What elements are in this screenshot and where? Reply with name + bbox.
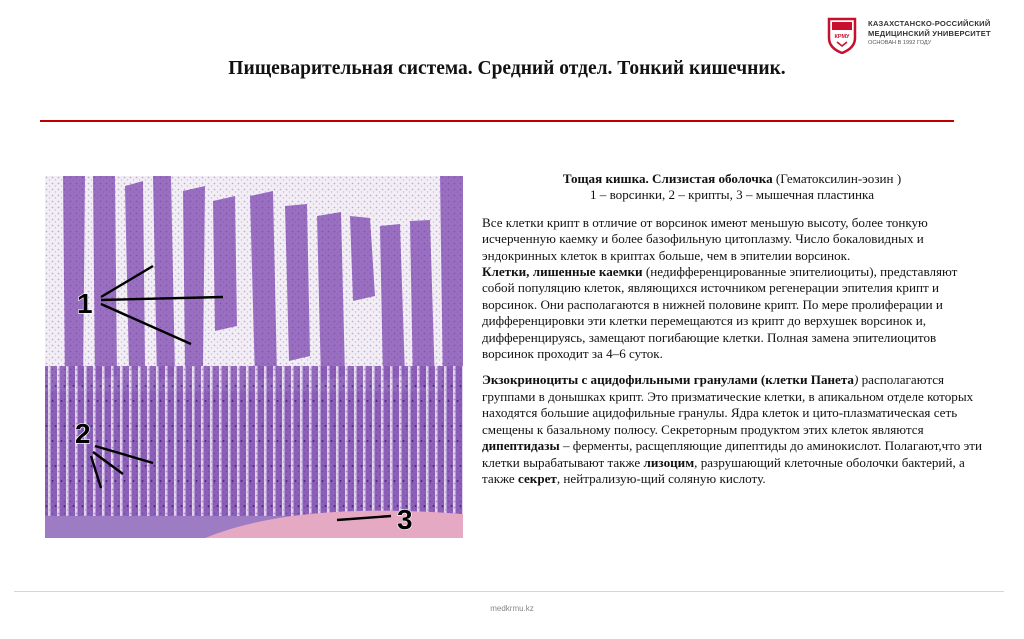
caption-line-1: [482, 171, 982, 187]
paragraph1-bold: Клетки, лишенные каемки: [482, 264, 643, 280]
university-logo: [826, 16, 1006, 56]
paragraph2-text4: , нейтрализую-щий соляную кислоту.: [556, 470, 766, 486]
logo-founded: ОСНОВАН В 1992 ГОДУ: [868, 40, 932, 46]
paragraph2-italic1: ): [853, 372, 859, 388]
paragraph-paneth-cells: [482, 372, 982, 487]
title-divider: [40, 120, 954, 122]
shield-label: КРМУ: [834, 34, 850, 40]
shield-logo-icon: [826, 16, 858, 54]
figure-label-3: 3: [397, 504, 413, 535]
description-column: [482, 171, 982, 487]
figure-label-2: 2: [75, 418, 91, 449]
paragraph2-bold2: дипептидазы: [482, 438, 560, 454]
caption-line-2: 1 – ворсинки, 2 – крипты, 3 – мышечная пластинка: [589, 187, 875, 203]
paragraph2-text1: располагаются группами в донышках крипт. Это призматические клетки, в апикальном отделе которых находятся большие ацидофильные гранулы. Ядра клеток и цито-плазматическая сеть смещены к базальному полюсу. Секреторным продуктом этих клеток являются: [482, 372, 974, 437]
caption-bold: Тощая кишка. Слизистая оболочка: [562, 171, 773, 186]
paragraph2-text2: – ферменты, расщепляющие дипептиды до аминокислот. Полагают,что эти клетки вырабатывают также: [482, 438, 982, 470]
paragraph1-intro: Все клетки крипт в отличие от ворсинок имеют меньшую высоту, более тонкую исчерченную каемку и более базофильную цитоплазму. Число бокаловидных и эндокринных клеток в криптах больше, чем в эпителии ворсинок.: [482, 214, 928, 263]
histology-micrograph: [45, 176, 463, 538]
paragraph1-rest: (недифференцированные эпителиоциты), представляют собой популяцию клеток, являющихся источником регенерации эпителия крипт и ворсинок. Они располагаются в нижней половине крипт. По мере пролиферации и дифференцировки эти клетки перемещаются из крипт до верхушек ворсинок и, дифференцируясь, замещают погибающие клетки. Полная замена эпителиоцитов ворсинок проходит за 4–6 суток.: [482, 264, 958, 362]
paragraph2-bold3: лизоцим: [643, 454, 695, 470]
footer-divider: [14, 591, 1004, 592]
footer-site: medkrmu.kz: [490, 604, 534, 613]
logo-text: [868, 19, 991, 48]
slide-title: Пищеварительная система. Средний отдел. Тонкий кишечник.: [228, 58, 786, 79]
paragraph2-text3: , разрушающий клеточные оболочки бактерий, а также: [482, 454, 965, 486]
logo-line-1: КАЗАХСТАНСКО-РОССИЙСКИЙ: [868, 19, 991, 28]
logo-line-2: МЕДИЦИНСКИЙ УНИВЕРСИТЕТ: [868, 29, 991, 38]
figure-label-1: 1: [77, 288, 93, 319]
paragraph2-bold1: Экзокриноциты с ацидофильными гранулами (клетки Панета: [482, 372, 854, 388]
caption-stain: (Гематоксилин-эозин ): [772, 171, 902, 186]
paragraph2-bold4: секрет: [518, 470, 557, 486]
paragraph-crypt-cells: [482, 215, 982, 363]
figure-caption: [482, 171, 982, 204]
